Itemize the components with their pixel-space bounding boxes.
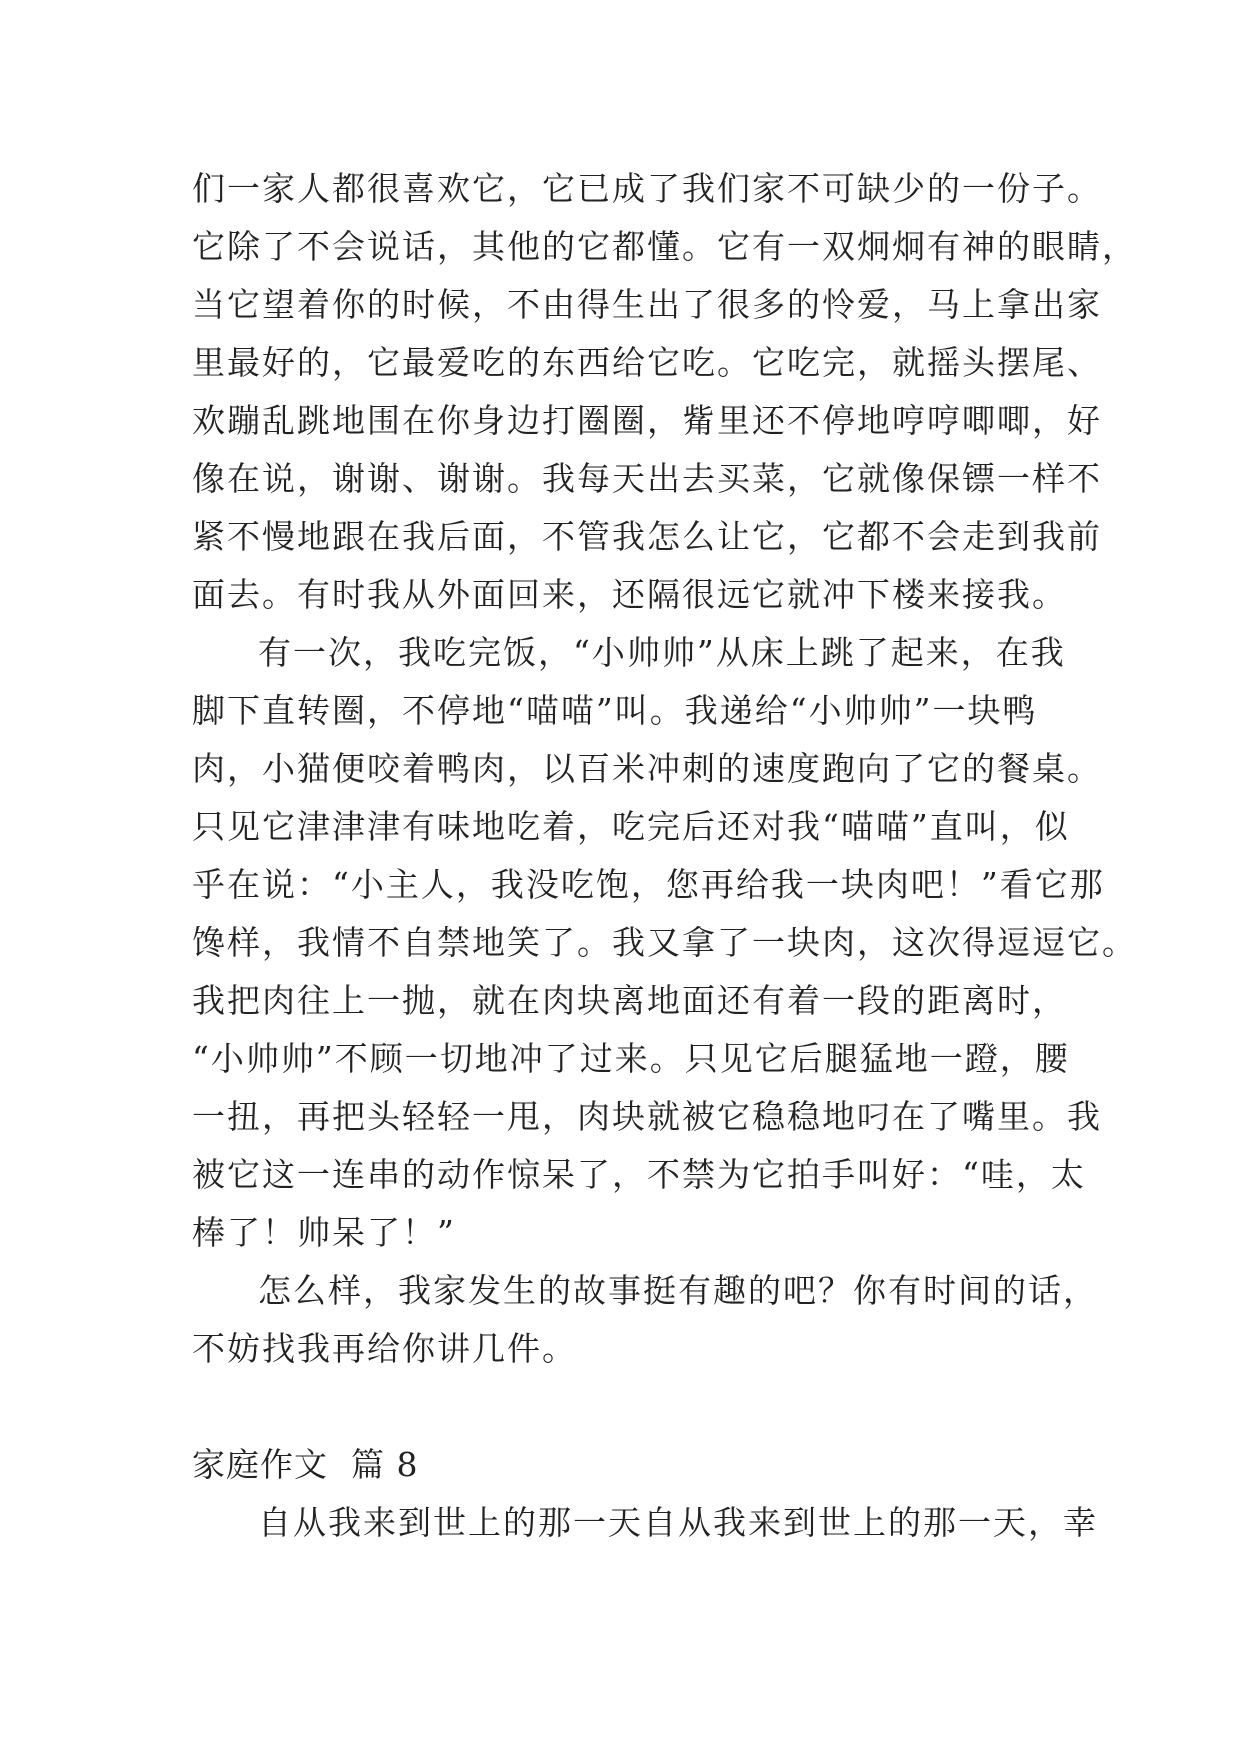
text-line: 被它这一连串的动作惊呆了，不禁为它拍手叫好：“哇，太	[192, 1155, 1086, 1194]
paragraph-1	[192, 160, 1137, 624]
text-line: 当它望着你的时候，不由得生出了很多的怜爱，马上拿出家	[192, 285, 1102, 324]
text-line: 只见它津津津有味地吃着，吃完后还对我“喵喵”直叫，似	[192, 807, 1070, 846]
text-line: 我把肉往上一抛，就在肉块离地面还有着一段的距离时，	[192, 981, 1067, 1020]
text-line: 不妨找我再给你讲几件。	[192, 1329, 577, 1368]
text-line: 紧不慢地跟在我后面，不管我怎么让它，它都不会走到我前	[192, 517, 1102, 556]
text-line: 肉，小猫便咬着鸭肉，以百米冲刺的速度跑向了它的餐桌。	[192, 749, 1102, 788]
text-line: 面去。有时我从外面回来，还隔很远它就冲下楼来接我。	[192, 575, 1067, 614]
section-heading: 家庭作文 篇 8	[192, 1445, 419, 1484]
text-line: 它除了不会说话，其他的它都懂。它有一双炯炯有神的眼睛，	[192, 227, 1137, 266]
paragraph-spacer	[192, 1378, 1052, 1436]
text-line: 乎在说：“小主人，我没吃饱，您再给我一块肉吧！”看它那	[192, 865, 1105, 904]
paragraph-2	[192, 624, 1137, 1262]
text-line: 有一次，我吃完饭，“小帅帅”从床上跳了起来，在我	[258, 633, 1066, 672]
text-line: 里最好的，它最爱吃的东西给它吃。它吃完，就摇头摆尾、	[192, 343, 1102, 382]
text-line: 一扭，再把头轻轻一甩，肉块就被它稳稳地叼在了嘴里。我	[192, 1097, 1102, 1136]
text-line: 自从我来到世上的那一天自从我来到世上的那一天，幸	[258, 1503, 1098, 1542]
paragraph-4	[192, 1494, 1098, 1552]
text-line: 欢蹦乱跳地围在你身边打圈圈，觜里还不停地哼哼唧唧，好	[192, 401, 1102, 440]
document-body	[192, 160, 1137, 1552]
text-line: 棒了！帅呆了！”	[192, 1213, 456, 1252]
text-line: 脚下直转圈，不停地“喵喵”叫。我递给“小帅帅”一块鸭	[192, 691, 1038, 730]
text-line: 们一家人都很喜欢它，它已成了我们家不可缺少的一份子。	[192, 169, 1102, 208]
text-line: “小帅帅”不顾一切地冲了过来。只见它后腿猛地一蹬，腰	[192, 1039, 1070, 1078]
paragraph-3	[192, 1262, 1098, 1378]
text-line: 馋样，我情不自禁地笑了。我又拿了一块肉，这次得逗逗它。	[192, 923, 1137, 962]
text-line: 怎么样，我家发生的故事挺有趣的吧？你有时间的话，	[258, 1271, 1098, 1310]
text-line: 像在说，谢谢、谢谢。我每天出去买菜，它就像保镖一样不	[192, 459, 1102, 498]
